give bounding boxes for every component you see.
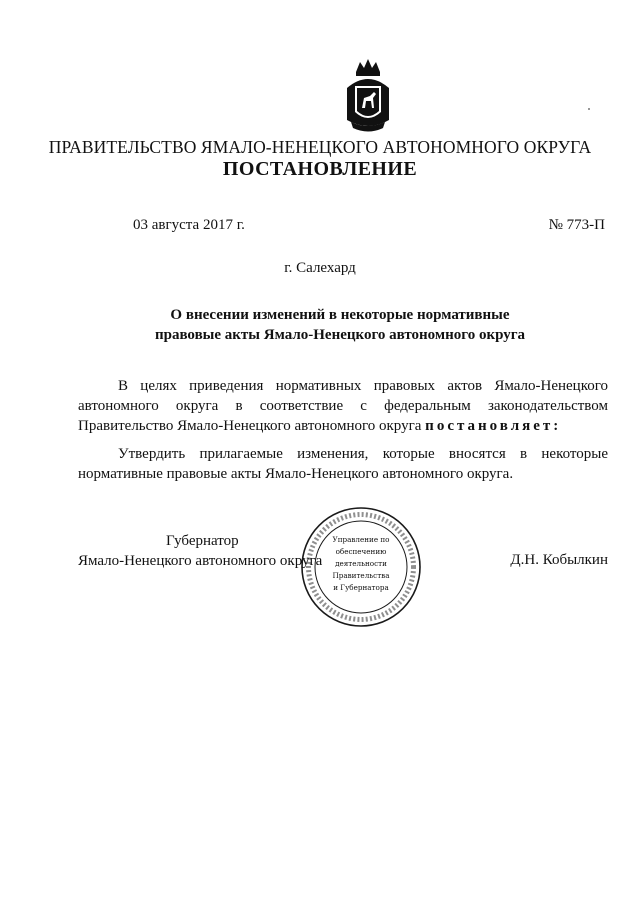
preamble-paragraph [78,376,608,436]
signatory-title: Губернатор [166,533,239,549]
coat-of-arms-icon [343,58,393,136]
operative-line-2: нормативные правовые акты Ямало-Ненецкого автономного округа. [78,466,514,482]
document-number: № 773-П [548,217,605,233]
seal-line-4: Правительства [332,571,390,580]
document-subject [0,305,640,345]
seal-line-5: и Губернатора [333,583,389,592]
preamble-line-3-text: Правительство Ямало-Ненецкого автономного округа [78,418,426,434]
seal-line-1: Управление по [332,535,390,544]
signatory-name: Д.Н. Кобылкин [510,552,608,568]
document-type: ПОСТАНОВЛЕНИЕ [222,158,418,180]
preamble-line-3 [78,416,608,436]
government-title: ПРАВИТЕЛЬСТВО ЯМАЛО-НЕНЕЦКОГО АВТОНОМНОГО ОКРУГА [48,137,592,157]
document-date: 03 августа 2017 г. [133,217,245,233]
resolve-keyword: постановляет [425,418,554,434]
resolve-colon: : [553,418,559,434]
subject-line-1: О внесении изменений в некоторые нормативные [170,307,510,323]
operative-line-1: Утвердить прилагаемые изменения, которые вносятся в некоторые [118,446,608,462]
subject-line-2: правовые акты Ямало-Ненецкого автономного округа [154,327,526,343]
preamble-line-1: В целях приведения нормативных правовых актов Ямало-Ненецкого [118,378,608,394]
signatory-position [78,531,323,571]
preamble-line-2: автономного округа в соответствие с федеральным законодательством [78,398,608,414]
operative-paragraph [78,444,608,484]
seal-line-2: обеспечению [335,547,387,556]
scan-speck [588,108,590,110]
official-seal-icon [299,505,423,629]
signatory-region: Ямало-Ненецкого автономного округа [78,553,323,569]
seal-line-3: деятельности [335,559,387,568]
document-city: г. Салехард [284,260,356,276]
